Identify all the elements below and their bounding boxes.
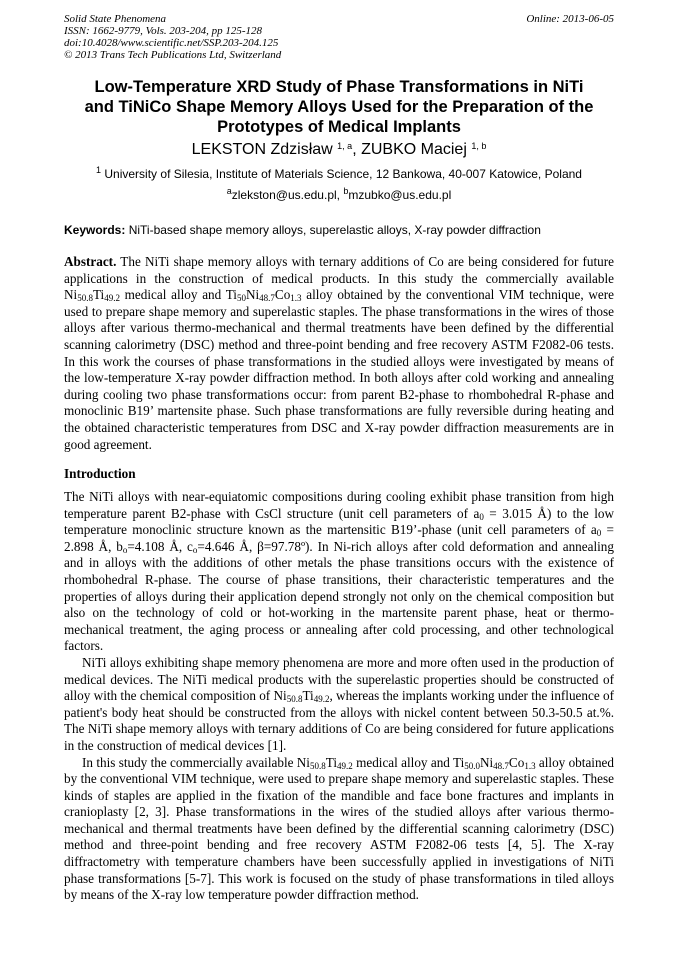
- keywords-label: Keywords:: [64, 223, 126, 237]
- text-run: Ni: [245, 287, 260, 303]
- text-run: The NiTi alloys with near-equiatomic compositions during cooling exhibit phase transition from high temperature parent B2-phase with CsCl structure (unit cell parameters of a: [64, 489, 614, 521]
- text-run: alloy obtained by the conventional VIM technique, were used to prepare shape memory and superelastic staples. The phase transformations in the wires of those alloys after various thermo-mechanical and thermal treatments have been defined by the differential scanning calorimetry (DSC) method and three-point bending and free recovery ASTM F2082-06 tests. In this work the courses of phase transformations in the studied alloys were investigated by means of the low-temperature X-ray powder diffraction method. In both alloys after cold working and annealing during cooling two phase transformations occur: from parent B2-phase to rhombohedral R-phase and monoclinic B19’ martensite phase. Such phase transformations are fully reversible during heating and the obtained characteristic temperatures from DSC and X-ray powder diffraction measurements are in good agreement.: [64, 287, 614, 452]
- text-run: alloy obtained by the conventional VIM technique, were used to prepare shape memory and superelastic staples. These kinds of staples are applied in the fixation of the mandible and face bone fractures and implants in cranioplasty [2, 3]. Phase transformations in the wires of the studied alloys after various thermo-mechanical and thermal treatments have been defined by the differential scanning calorimetry (DSC) method and three-point bending and free recovery ASTM F2082-06 tests [4, 5]. The X-ray diffractometry with temperature chambers have been successfully applied in investigations of NiTi phase transformations [5-7]. This work is focused on the study of phase transformations in tiled alloys by means of the X-ray low temperature powder diffraction method.: [64, 754, 614, 903]
- superscript: 1, a: [337, 141, 353, 151]
- subscript: 1.3: [290, 293, 302, 304]
- subscript: o: [122, 544, 128, 555]
- subscript: 50.8: [286, 694, 303, 705]
- text-run: In this study the commercially available Ni: [82, 754, 310, 770]
- text-run: Co: [274, 287, 291, 303]
- text-run: University of Silesia, Institute of Materials Science, 12 Bankowa, 40-007 Katowice, Poland: [101, 167, 582, 181]
- subscript: 1.3: [524, 760, 536, 771]
- title-line: Low-Temperature XRD Study of Phase Transformations in NiTi: [94, 78, 584, 96]
- doi-line: doi:10.4028/www.scientific.net/SSP.203-204.125: [64, 37, 279, 49]
- section-heading-introduction: Introduction: [64, 466, 136, 481]
- text-run: mzubko@us.edu.pl: [348, 188, 452, 202]
- intro-paragraph: [64, 489, 614, 655]
- abstract-paragraph: [64, 254, 614, 453]
- author-emails: [0, 188, 678, 203]
- text-run: Ti: [325, 754, 337, 770]
- bold-label: Abstract.: [64, 254, 117, 269]
- intro-paragraph: [64, 655, 614, 755]
- journal-header: [64, 13, 614, 61]
- affiliation: [0, 167, 678, 182]
- subscript: 50.8: [309, 760, 326, 771]
- journal-name: Solid State Phenomena: [64, 13, 167, 25]
- superscript: b: [343, 186, 349, 196]
- subscript: 49.2: [104, 293, 120, 304]
- text-run: The NiTi shape memory alloys with ternary additions of Co are being considered for future applications in the construction of medical products. In this study the commercially available Ni: [64, 254, 614, 303]
- text-run: = 3.015 Å) to the low temperature monoclinic structure known as the martensitic B19’-phase (unit cell parameters of a: [64, 505, 614, 538]
- authors: [0, 140, 678, 160]
- text-run: LEKSTON Zdzisław: [191, 141, 338, 158]
- issn-line: ISSN: 1662-9779, Vols. 203-204, pp 125-128: [64, 25, 262, 37]
- text-run: Ti: [302, 688, 314, 704]
- intro-paragraph: [64, 755, 614, 904]
- text-run: = 2.898 Å, b: [64, 522, 614, 554]
- text-run: Ni: [479, 754, 494, 770]
- subscript: 49.2: [337, 760, 353, 771]
- subscript: 0: [479, 511, 484, 522]
- text-run: Ti: [92, 287, 105, 303]
- abstract: [64, 254, 614, 453]
- subscript: 50: [236, 293, 246, 304]
- subscript: 49.2: [313, 694, 330, 705]
- superscript: 1, b: [471, 141, 487, 151]
- text-run: , whereas the implants working under the influence of patient's body heat should be constructed from the alloys with nickel content between 50.3-50.5 at.%. The NiTi shape memory alloys with ternary additions of Co are being considered for future applications in the construction of medical devices [1].: [64, 688, 614, 753]
- superscript: 1: [96, 165, 102, 175]
- subscript: 50.8: [77, 293, 93, 304]
- online-date: Online: 2013-06-05: [526, 13, 614, 25]
- text-run: , ZUBKO Maciej: [352, 141, 472, 158]
- text-run: medical alloy and Ti: [119, 287, 237, 303]
- introduction-body: [64, 489, 614, 904]
- keywords: [64, 223, 618, 238]
- subscript: 48.7: [259, 293, 275, 304]
- copyright-line: © 2013 Trans Tech Publications Ltd, Switzerland: [64, 49, 282, 61]
- subscript: 50.0: [464, 760, 480, 771]
- paper-title: [40, 77, 638, 137]
- text-run: medical alloy and Ti: [352, 754, 465, 770]
- text-run: =4.108 Å, c: [127, 538, 193, 554]
- text-run: =4.646 Å, β=97.78º). In Ni-rich alloys after cold deformation and annealing and in alloys with the additions of other metals the phase transitions occurs with the existence of rhombohedral R-phase. The course of phase transitions, their characteristic temperatures and the properties of alloys during their application depend strongly not only on the chemical composition but also on the technology of cold or hot-working in the martensite parent phase, heat or thermo-mechanical treatment, the aging process or annealing after cold processing, and other technological factors.: [64, 538, 614, 654]
- keywords-text: NiTi-based shape memory alloys, superelastic alloys, X-ray powder diffraction: [125, 223, 541, 237]
- title-line: and TiNiCo Shape Memory Alloys Used for the Preparation of the: [84, 98, 594, 116]
- subscript: o: [192, 544, 198, 555]
- superscript: a: [226, 186, 232, 196]
- subscript: 0: [596, 528, 602, 539]
- subscript: 48.7: [493, 760, 509, 771]
- text-run: Co: [508, 754, 525, 770]
- text-run: zlekston@us.edu.pl,: [231, 188, 344, 202]
- text-run: NiTi alloys exhibiting shape memory phenomena are more and more often used in the production of medical devices. The NiTi medical products with the superelastic properties should be constructed of alloy with the chemical composition of Ni: [64, 654, 614, 704]
- title-line: Prototypes of Medical Implants: [217, 118, 461, 136]
